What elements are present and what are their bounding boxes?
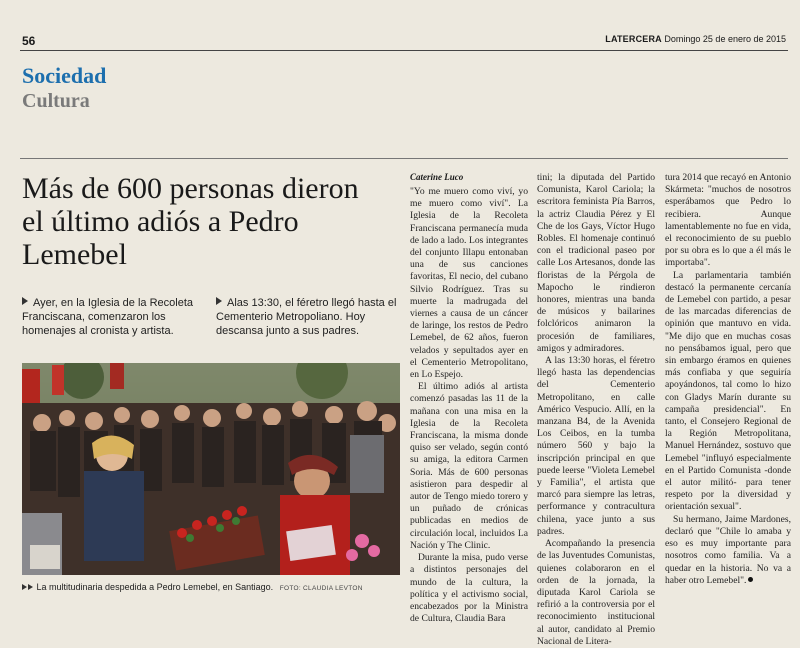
summary-bullet-1 [22, 296, 210, 338]
triangle-bullet-icon [216, 297, 222, 305]
section-title: Sociedad [22, 63, 107, 88]
body-paragraph: La parlamentaria también destacó la permanente cercanía de Lemebel con partido, a pesar de las marcadas diferencias de opinión que mantuvo en vida. "Me dijo que en muchas cosas no pensábamos igual, pero que sin embargo éramos en quienes más confiaba y que seguiría apoyándonos, tal como lo hizo con Gladys Marín durante su campaña presidencial". En tanto, el Consejero Regional de la Región Metropolitana, Manuel Hernández, sostuvo que Lemebel "influyó especialmente en el Partido Comunista -donde el autor militó- para tener respeto por la diversidad y orientación sexual". [665, 269, 791, 513]
photo-credit: FOTO: CLAUDIA LEVTON [279, 585, 363, 592]
body-paragraph: Durante la misa, pudo verse a distintos personajes del mundo de la cultura, la política y el activismo social, encabezados por la Ministra de Cultura, Claudia Bara [410, 552, 528, 625]
summary-bullet-2 [216, 296, 406, 338]
closing-text: Su hermano, Jaime Mardones, declaró que "Chile lo amaba y eso es muy importante para nosotros como familia. Va a quedar en la historia. No va a haber otro Lemebel". [665, 513, 791, 586]
body-paragraph: "Yo me muero como viví, yo me muero como viví". La Iglesia de la Recoleta Franciscana permanecía muda de lado a lado. Los integrantes del conjunto Illapu entonaban una de sus canciones favoritas, El necio, del cubano Silvio Rodríguez. Tras su muerte la madrugada del viernes a causa de un cáncer de laringe, los restos de Pedro Lemebel, de 62 años, fueron velados y sepultados ayer en el Cementerio Metropolitano, en Lo Espejo. [410, 186, 528, 381]
dateline [605, 34, 786, 44]
article-rule [20, 158, 788, 159]
article-column-1 [410, 186, 528, 625]
crowd-photo-illustration [22, 363, 400, 575]
summary-bullet-text: Ayer, en la Iglesia de la Recoleta Franciscana, comenzaron los homenajes al cronista y artista. [22, 297, 194, 337]
body-paragraph: El último adiós al artista comenzó pasadas las 11 de la mañana con una misa en la Iglesia de la Recoleta Franciscana, la misma donde quiso ser velado, según contó su amiga, la editora Carmen Soria. Más de 600 personas asistieron para despedir al autor de Tengo miedo torero y un puñado de crónicas publicadas en medios de circulación local, incluidos La Nación y The Clinic. [410, 381, 528, 551]
body-paragraph: A las 13:30 horas, el féretro llegó hasta las dependencias del Cementerio Metropolitano, en calle Américo Vespucio. Allí, en la manzana B4, de la Avenida Los Ceibos, en la tumba número 560 y bajo la inscripción principal en que puede leerse "Violeta Lemebel y Familia", el artista que marcó para siempre las letras, performance y contracultura chilena, yace junto a sus padres. [537, 355, 655, 537]
headline: Más de 600 personas dieron el último adiós a Pedro Lemebel [22, 172, 359, 271]
body-paragraph: tini; la diputada del Partido Comunista, Karol Cariola; la escritora feminista Pía Barros, la actriz Claudia Pérez y El Che de los Gays, Víctor Hugo Robles. El homenaje continuó con el tradicional paseo por calle Los Artesanos, donde las floristas de la Pérgola de Mapocho le rindieron honores, mientras una banda de músicos y bailarines folclóricos animaron la procesión de familiares, amigos y admiradores. [537, 172, 655, 354]
caption-arrow-icon [28, 584, 33, 590]
article-column-2 [537, 172, 655, 648]
header-rule [20, 50, 788, 51]
subsection-title: Cultura [22, 90, 90, 112]
body-paragraph: tura 2014 que recayó en Antonio Skármeta: "muchos de nosotros esperábamos que Pedro lo recibiera. Aunque lamentablemente no fue en vida, el reconocimiento de su pueblo por su obra es lo que a él más le importaba". [665, 172, 791, 269]
page-number: 56 [22, 34, 36, 48]
byline: Caterine Luco [410, 172, 464, 182]
newspaper-brand: LATERCERA [605, 34, 662, 44]
end-of-article-icon [748, 577, 753, 582]
caption-arrow-icon [22, 584, 27, 590]
body-paragraph [665, 514, 791, 587]
triangle-bullet-icon [22, 297, 28, 305]
funeral-photo [22, 363, 400, 575]
article-column-3 [665, 172, 791, 587]
body-paragraph: Acompañando la presencia de las Juventudes Comunistas, quienes colaboraron en el orden de la jornada, la diputada Karol Cariola se refirió a la controversia por el reconocimiento institucional al autor, candidato al Premio Nacional de Litera- [537, 538, 655, 647]
publication-date: Domingo 25 de enero de 2015 [664, 34, 786, 44]
photo-caption [22, 582, 402, 592]
caption-text: La multitudinaria despedida a Pedro Lemebel, en Santiago. [36, 582, 274, 592]
summary-bullet-text: Alas 13:30, el féretro llegó hasta el Cementerio Metropoliano. Hoy descansa junto a sus padres. [216, 297, 397, 337]
